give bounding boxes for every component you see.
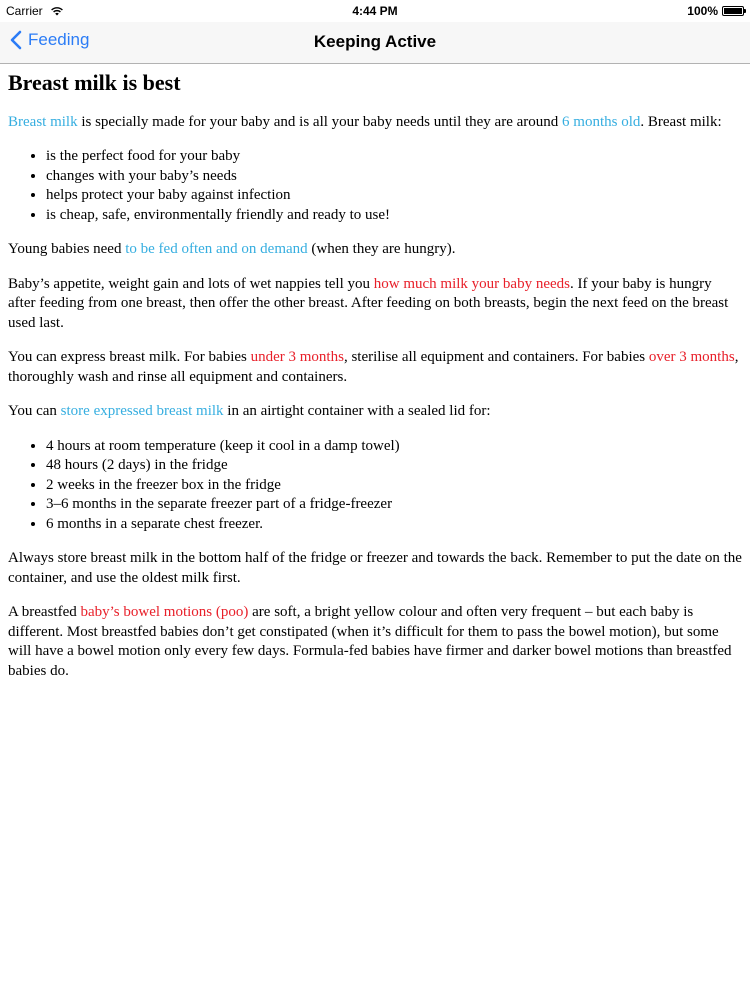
paragraph-intro [8,113,742,133]
appetite-text-1: Baby’s appetite, weight gain and lots of wet nappies tell you [8,275,374,292]
benefits-list [8,147,742,225]
list-item: • changes with your baby’s needs [46,167,742,187]
paragraph-feeding [8,240,742,260]
carrier-text: Carrier [6,4,43,18]
list-item: • 6 months in a separate chest freezer. [46,515,742,535]
paragraph-fridge: Always store breast milk in the bottom half of the fridge or freezer and towards the back. Remember to put the date on the container, and use the oldest milk first. [8,550,742,586]
battery-indicator [687,4,744,18]
express-text-1: You can express breast milk. For babies [8,349,251,365]
article-title: Breast milk is best [8,70,181,95]
navigation-bar [0,22,750,64]
battery-percent: 100% [687,4,718,18]
bowel-text-2: are soft, a bright yellow colour and often very frequent – but each baby is different. Most breastfed babies don’t get constipated (when it’s difficult for them to pass the bowel motion), but some will have a bowel motion only every few days. Formula-fed babies have firmer and darker bowel motions than breastfed babies do. [8,604,732,679]
list-item: • 2 weeks in the freezer box in the fridge [46,476,742,496]
status-bar [0,0,750,22]
store-text-2: in an airtight container with a sealed lid for: [223,403,491,419]
status-time: 4:44 PM [352,4,398,18]
paragraph-appetite [8,275,742,334]
list-item: • 48 hours (2 days) in the fridge [46,456,742,476]
battery-fill [724,8,742,14]
express-text-3: , thoroughly wash and rinse all equipment and containers. [8,349,739,385]
store-expressed-milk-link[interactable]: store expressed breast milk [60,403,224,419]
express-text-2: , sterilise all equipment and containers. For babies [343,349,649,365]
list-item: • helps protect your baby against infection [46,186,742,206]
list-item: • 3–6 months in the separate freezer part of a fridge-freezer [46,495,742,515]
bowel-text-1: A breastfed [8,604,81,620]
paragraph-express [8,348,742,387]
feeding-text-2: (when they are hungry). [307,241,456,257]
list-item: • 4 hours at room temperature (keep it cool in a damp towel) [46,437,742,457]
paragraph-store [8,402,742,422]
breast-milk-link[interactable]: Breast milk [8,113,78,130]
over-3-months-link[interactable]: over 3 months [648,349,735,365]
storage-list [8,437,742,535]
intro-text-1: is specially made for your baby and is all your baby needs until they are around [77,113,563,130]
battery-icon [722,6,744,16]
list-item: • is cheap, safe, environmentally friendly and ready to use! [46,206,742,226]
six-months-link[interactable]: 6 months old [562,113,641,130]
how-much-milk-link[interactable]: how much milk your baby needs [373,275,570,292]
bowel-motions-link[interactable]: baby’s bowel motions (poo) [80,604,249,620]
article-content [8,63,742,696]
intro-text-2: . Breast milk: [640,113,722,130]
back-button-label: Feeding [28,30,90,49]
appetite-text-2: . If your baby is hungry after feeding from one breast, then offer the other breast. After feeding on both breasts, begin the next feed on the breast used last. [8,275,729,331]
feeding-text-1: Young babies need [8,241,126,257]
page-title: Keeping Active [313,32,437,51]
under-3-months-link[interactable]: under 3 months [250,349,344,365]
store-text-1: You can [8,403,61,419]
list-item: • is the perfect food for your baby [46,147,742,167]
fed-on-demand-link[interactable]: to be fed often and on demand [125,241,308,257]
paragraph-bowel [8,603,742,681]
